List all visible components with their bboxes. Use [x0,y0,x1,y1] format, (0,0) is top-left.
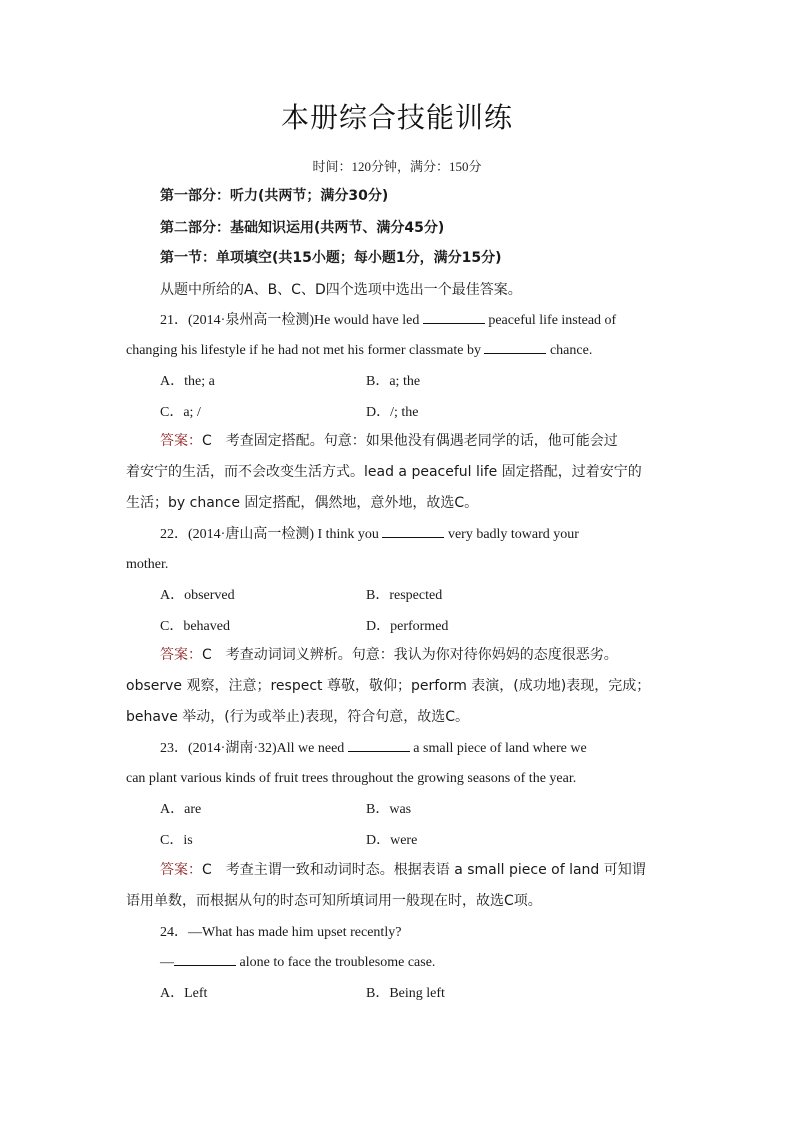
answer-23-line-2: 语用单数，而根据从句的时态可知所填词用一般现在时，故选C项。 [126,893,542,909]
option-a: A．the; a [160,374,215,389]
section-heading-3: 第一节：单项填空(共15小题；每小题1分，满分15分) [160,250,502,266]
answer-21-line-1: 答案：C 考查固定搭配。句意：如果他没有偶遇老同学的话，他可能会过 [160,433,618,449]
question-24-line-2: — alone to face the troublesome case. [160,955,436,970]
question-22-line-1: 22．(2014·唐山高一检测) I think you very badly toward your [160,527,579,542]
question-21-line-1: 21．(2014·泉州高一检测)He would have led peaceful life instead of [160,313,617,328]
answer-label: 答案： [160,433,202,449]
answer-22-line-3: behave 举动，(行为或举止)表现，符合句意，故选C。 [126,709,469,725]
answer-23-line-1: 答案：C 考查主谓一致和动词时态。根据表语 a small piece of land 可知谓 [160,862,646,878]
option-a: A．are [160,802,202,817]
answer-label: 答案： [160,647,202,663]
answer-22-line-1: 答案：C 考查动词词义辨析。句意：我认为你对待你妈妈的态度很恶劣。 [160,647,618,663]
option-d: D．were [366,833,418,848]
option-c: C．behaved [160,619,230,634]
answer-22-line-2: observe 观察，注意；respect 尊敬，敬仰；perform 表演，(成功地)表现，完成； [126,678,651,694]
section-heading-2: 第二部分：基础知识运用(共两节、满分45分) [160,220,445,236]
answer-blank [174,953,236,966]
question-22-line-2: mother. [126,557,169,572]
option-a: A．Left [160,986,208,1001]
option-d: D．/; the [366,405,419,420]
option-c: C．is [160,833,193,848]
answer-21-line-3: 生活；by chance 固定搭配，偶然地，意外地，故选C。 [126,495,479,511]
option-a: A．observed [160,588,235,603]
answer-blank [484,341,546,354]
option-d: D．performed [366,619,449,634]
question-21-line-2: changing his lifestyle if he had not met his former classmate by chance. [126,343,593,358]
option-b: B．respected [366,588,443,603]
question-23-line-1: 23．(2014·湖南·32)All we need a small piece of land where we [160,741,587,756]
option-b: B．Being left [366,986,445,1001]
answer-label: 答案： [160,862,202,878]
answer-21-line-2: 着安宁的生活，而不会改变生活方式。lead a peaceful life 固定搭配，过着安宁的 [126,464,642,480]
section-heading-1: 第一部分：听力(共两节；满分30分) [160,188,389,204]
option-b: B．a; the [366,374,421,389]
instruction: 从题中所给的A、B、C、D四个选项中选出一个最佳答案。 [160,282,522,298]
question-24-line-1: 24．—What has made him upset recently? [160,925,402,940]
question-23-line-2: can plant various kinds of fruit trees throughout the growing seasons of the year. [126,771,577,786]
option-c: C．a; / [160,405,201,420]
exam-meta: 时间：120分钟，满分：150分 [312,159,482,174]
answer-blank [348,739,410,752]
answer-blank [382,525,444,538]
page-title: 本册综合技能训练 [280,101,513,134]
option-b: B．was [366,802,412,817]
answer-blank [423,311,485,324]
